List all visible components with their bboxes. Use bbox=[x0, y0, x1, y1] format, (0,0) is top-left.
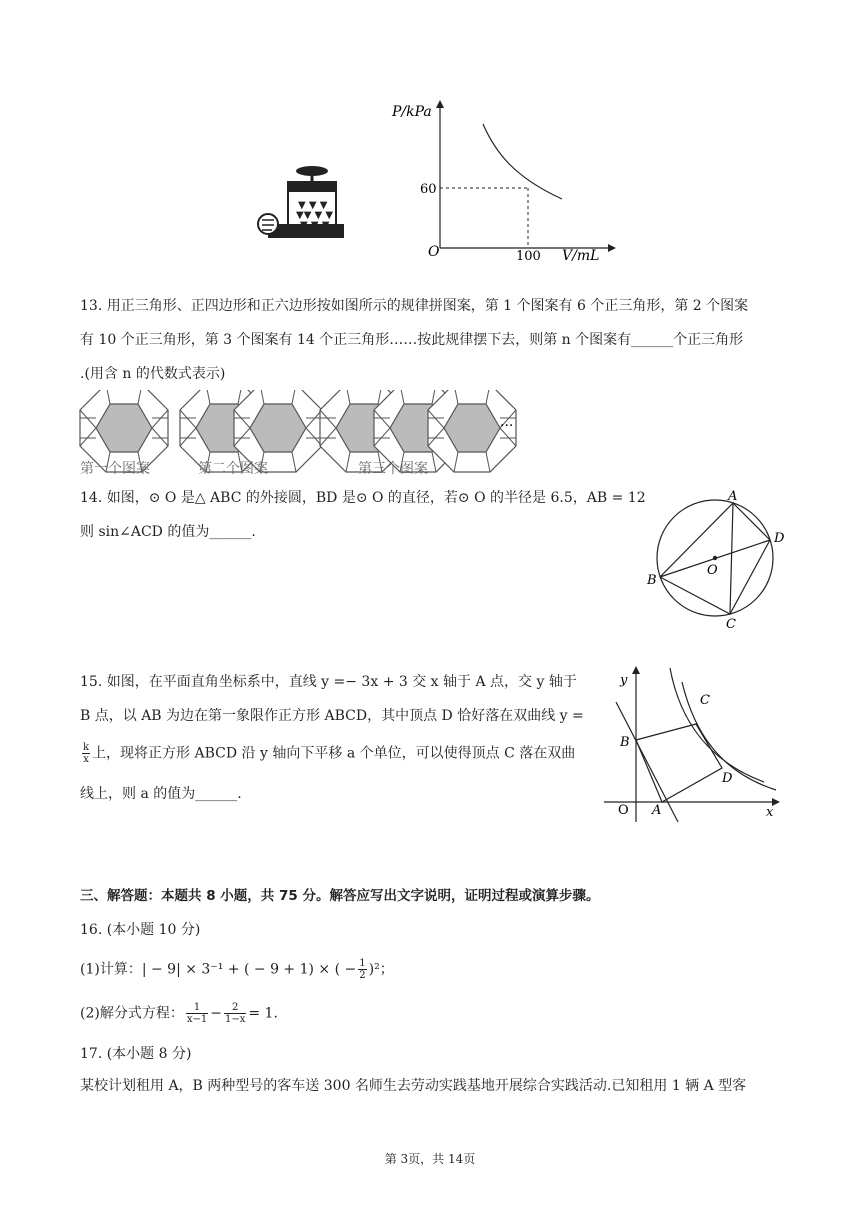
y-axis-label: P/kPa bbox=[392, 104, 432, 120]
q16-part-2: (2)解分式方程： $\frac{1}{x-1}$ − $\frac{2}{1-x}$ = 1. bbox=[80, 1002, 278, 1025]
label-B: B bbox=[647, 573, 657, 588]
x-tick-label: 100 bbox=[516, 249, 541, 264]
label-A: A bbox=[728, 489, 738, 504]
q13-line-2: 有 10 个正三角形，第 3 个图案有 14 个正三角形……按此规律摆下去，则第 n 个图案有______个正三角形 bbox=[80, 332, 744, 348]
section-3-heading: 三、解答题：本题共 8 小题，共 75 分。解答应写出文字说明，证明过程或演算步骤。 bbox=[80, 888, 600, 904]
pattern-1 bbox=[80, 390, 168, 472]
q16-part-1: (1)计算：| − 9| × 3⁻¹ + ( − 9 + 1) × ( − $\frac{1}{2}$ )²； bbox=[80, 958, 394, 981]
x-axis-label: V/mL bbox=[562, 248, 600, 264]
q14-line-2: 则 sin∠ACD 的值为______. bbox=[80, 524, 256, 540]
jar-illustration bbox=[258, 166, 344, 238]
origin-label: O bbox=[428, 244, 440, 260]
axis-y-label: y bbox=[620, 673, 628, 688]
q15-line-3: $\frac{k}{x}$ 上，现将正方形 ABCD 沿 y 轴向下平移 a 个单位，可以使得顶点 C 落在双曲 bbox=[83, 742, 576, 765]
y-tick-label: 60 bbox=[420, 182, 437, 197]
pattern-caption-3: 第三个图案 bbox=[358, 461, 428, 477]
q13-line-1: 13. 用正三角形、正四边形和正六边形按如图所示的规律拼图案，第 1 个图案有 6 个正三角形，第 2 个图案 bbox=[80, 298, 749, 314]
pattern-2 bbox=[180, 390, 322, 472]
q17-line-1: 某校计划租用 A，B 两种型号的客车送 300 名师生去劳动实践基地开展综合实践活动.已知租用 1 辆 A 型客 bbox=[80, 1078, 747, 1094]
point-C-label: C bbox=[700, 693, 710, 708]
page-footer: 第 3页，共 14页 bbox=[384, 1152, 476, 1166]
label-C: C bbox=[726, 617, 736, 631]
circle-figure bbox=[640, 486, 790, 631]
q15-line-2: B 点，以 AB 为边在第一象限作正方形 ABCD，其中顶点 D 恰好落在双曲线 y = bbox=[80, 708, 584, 724]
pattern-3 bbox=[320, 390, 516, 472]
svg-text:▼ ▼ ▼: ▼ ▼ ▼ bbox=[300, 220, 330, 231]
q14-line-1: 14. 如图，⊙ O 是△ ABC 的外接圆，BD 是⊙ O 的直径，若⊙ O 的半径是 6.5，AB = 12 bbox=[80, 490, 646, 506]
label-D: D bbox=[774, 531, 785, 546]
axis-x-label: x bbox=[766, 805, 774, 820]
q15-line-1: 15. 如图，在平面直角坐标系中，直线 y =− 3x + 3 交 x 轴于 A 点，交 y 轴于 bbox=[80, 674, 577, 690]
q13-line-3: .(用含 n 的代数式表示) bbox=[80, 366, 226, 382]
svg-text:▼▼ ▼ ▼: ▼▼ ▼ ▼ bbox=[296, 210, 334, 221]
label-O: O bbox=[707, 563, 718, 578]
figure-12 bbox=[240, 96, 620, 268]
point-D-label: D bbox=[722, 771, 733, 786]
coordinate-figure bbox=[600, 662, 790, 832]
pattern-caption-1: 第一个图案 bbox=[80, 461, 150, 477]
pattern-ellipsis: ... bbox=[500, 414, 514, 430]
tiling-patterns bbox=[78, 390, 538, 480]
pv-graph bbox=[391, 100, 616, 264]
point-A-label: A bbox=[652, 803, 662, 818]
origin-O-label: O bbox=[618, 803, 629, 818]
pattern-caption-2: 第二个图案 bbox=[198, 461, 268, 477]
point-B-label: B bbox=[620, 735, 630, 750]
q15-line-4: 线上，则 a 的值为______. bbox=[80, 786, 242, 802]
svg-text:▼ ▼ ▼: ▼ ▼ ▼ bbox=[298, 200, 328, 211]
q16-heading: 16. (本小题 10 分) bbox=[80, 922, 201, 938]
k-over-x-fraction: $\frac{k}{x}$ bbox=[83, 742, 90, 765]
q17-heading: 17. (本小题 8 分) bbox=[80, 1046, 192, 1062]
